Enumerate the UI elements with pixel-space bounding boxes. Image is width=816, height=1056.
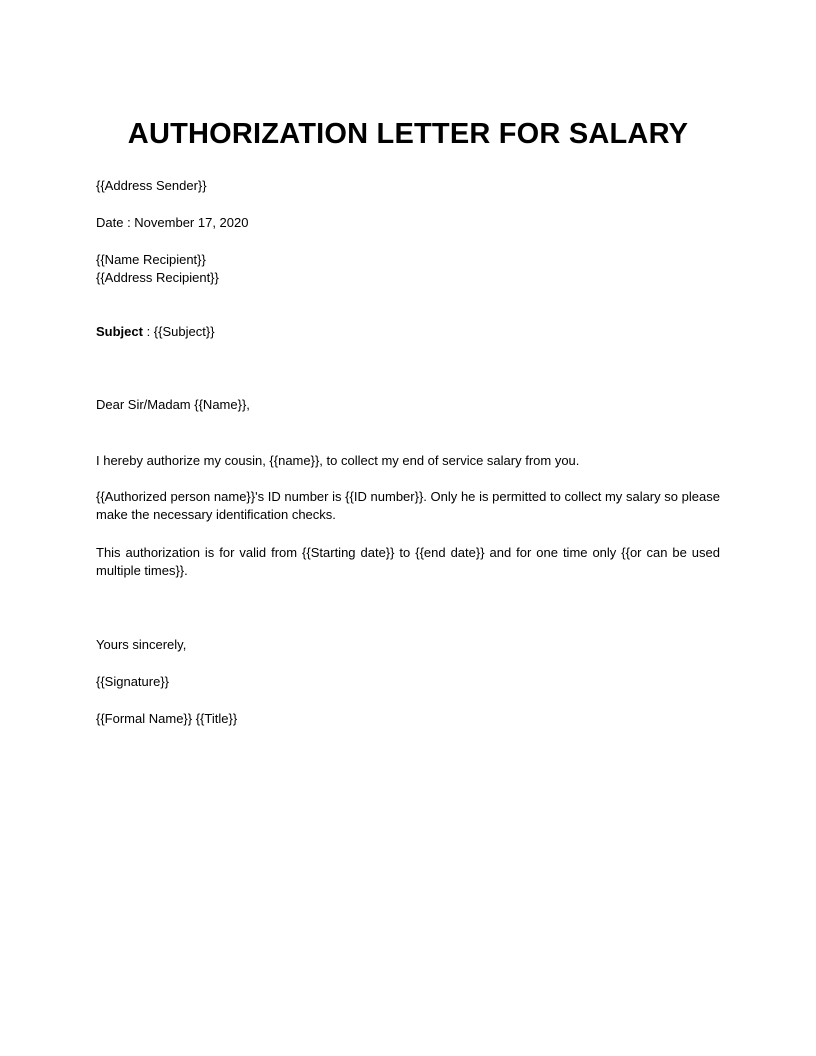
- signature-placeholder: {{Signature}}: [96, 674, 170, 689]
- subject-value: : {{Subject}}: [142, 324, 215, 339]
- body-paragraph-2: {{Authorized person name}}'s ID number is {{ID number}}. Only he is permitted to collect my salary so please make the necessary identification checks.: [96, 489, 720, 522]
- salutation: Dear Sir/Madam {{Name}},: [96, 397, 250, 412]
- body-paragraph-1: I hereby authorize my cousin, {{name}}, to collect my end of service salary from you.: [96, 453, 580, 468]
- valediction: Yours sincerely,: [96, 637, 187, 652]
- subject-label: Subject: [96, 324, 143, 339]
- sender-address: {{Address Sender}}: [96, 178, 207, 193]
- body-paragraph-3: This authorization is for valid from {{Starting date}} to {{end date}} and for one time only {{or can be used multiple times}}.: [96, 545, 720, 578]
- recipient-name: {{Name Recipient}}: [96, 252, 206, 267]
- subject-line: [96, 323, 215, 341]
- document-title: AUTHORIZATION LETTER FOR SALARY: [127, 118, 689, 150]
- formal-name-title: {{Formal Name}} {{Title}}: [96, 711, 238, 726]
- recipient-address: {{Address Recipient}}: [96, 270, 219, 285]
- date-line: Date : November 17, 2020: [96, 215, 249, 230]
